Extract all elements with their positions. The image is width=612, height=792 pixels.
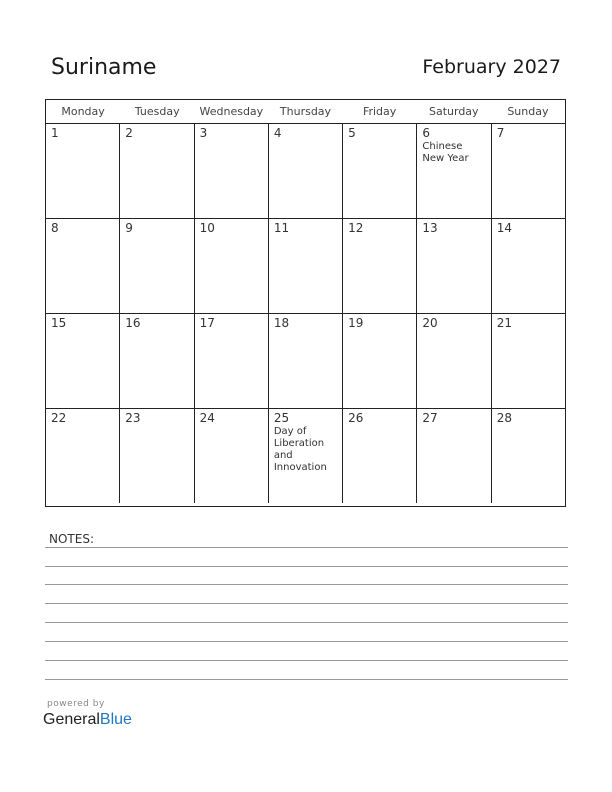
notes-line [45,641,568,642]
calendar-grid [45,99,566,507]
notes-line [45,566,568,567]
weekday-thursday: Thursday [279,105,332,118]
notes-line [45,547,568,548]
day-number: 12 [348,221,364,235]
day-number: 20 [422,316,438,330]
calendar-week-row [46,124,565,219]
weekday-header-row [46,100,565,124]
calendar-day-cell[interactable] [120,409,194,503]
calendar-day-cell[interactable] [269,219,343,313]
powered-by-text: powered by [47,699,105,709]
calendar-day-cell[interactable] [343,409,417,503]
day-number: 16 [125,316,141,330]
calendar-day-cell[interactable] [417,124,491,218]
weekday-saturday: Saturday [428,105,479,118]
calendar-month-title: February 2027 [422,56,561,78]
calendar-day-cell[interactable] [492,219,565,313]
day-number: 11 [273,221,290,235]
calendar-day-cell[interactable] [269,409,343,503]
notes-line [45,660,568,661]
day-number: 4 [273,126,282,140]
notes-label: NOTES: [49,532,94,546]
day-number: 10 [199,221,215,235]
calendar-day-cell[interactable] [269,124,343,218]
day-number: 6 [422,126,431,140]
day-number: 17 [199,316,215,330]
calendar-day-cell[interactable] [417,409,491,503]
calendar-day-cell[interactable] [269,314,343,408]
generalblue-logo[interactable] [43,711,132,729]
day-number: 9 [125,221,133,235]
notes-line [45,603,568,604]
notes-line [45,679,568,680]
day-number: 14 [496,221,512,235]
calendar-week-row [46,409,565,503]
calendar-day-cell[interactable] [195,314,269,408]
holiday-label: Day of Liberation and Innovation [273,426,327,473]
calendar-day-cell[interactable] [46,219,120,313]
day-number: 28 [496,411,512,425]
calendar-week-row [46,219,565,314]
calendar-day-cell[interactable] [417,219,491,313]
day-number: 15 [51,316,67,330]
day-number: 5 [348,126,356,140]
day-number: 18 [273,316,290,330]
calendar-day-cell[interactable] [120,219,194,313]
day-number: 27 [422,411,438,425]
weekday-sunday: Sunday [507,105,549,118]
calendar-day-cell[interactable] [343,124,417,218]
calendar-day-cell[interactable] [46,409,120,503]
calendar-day-cell[interactable] [46,314,120,408]
notes-line [45,584,568,585]
calendar-day-cell[interactable] [195,219,269,313]
day-number: 1 [51,126,59,140]
weekday-monday: Monday [61,105,105,118]
day-number: 23 [125,411,141,425]
holiday-label: Chinese New Year [422,141,469,164]
day-number: 8 [51,221,59,235]
day-number: 13 [422,221,438,235]
weekday-wednesday: Wednesday [199,105,264,118]
day-number: 26 [348,411,364,425]
day-number: 22 [51,411,67,425]
weekday-tuesday: Tuesday [134,105,180,118]
day-number: 19 [348,316,364,330]
day-number: 21 [496,316,512,330]
calendar-day-cell[interactable] [195,409,269,503]
calendar-day-cell[interactable] [492,409,565,503]
weekday-friday: Friday [362,105,397,118]
calendar-day-cell[interactable] [120,124,194,218]
calendar-day-cell[interactable] [343,219,417,313]
day-number: 7 [496,126,505,140]
calendar-day-cell[interactable] [343,314,417,408]
notes-line [45,622,568,623]
brand-blue-text: Blue [99,711,132,728]
calendar-day-cell[interactable] [46,124,120,218]
calendar-day-cell[interactable] [492,314,565,408]
calendar-day-cell[interactable] [195,124,269,218]
calendar-day-cell[interactable] [492,124,565,218]
day-number: 2 [125,126,133,140]
calendar-country-title: Suriname [51,55,157,80]
calendar-weeks [46,124,565,503]
day-number: 3 [199,126,208,140]
calendar-day-cell[interactable] [417,314,491,408]
brand-general-text: General [43,711,100,728]
day-number: 25 [273,411,290,425]
day-number: 24 [199,411,215,425]
calendar-day-cell[interactable] [120,314,194,408]
calendar-week-row [46,314,565,409]
